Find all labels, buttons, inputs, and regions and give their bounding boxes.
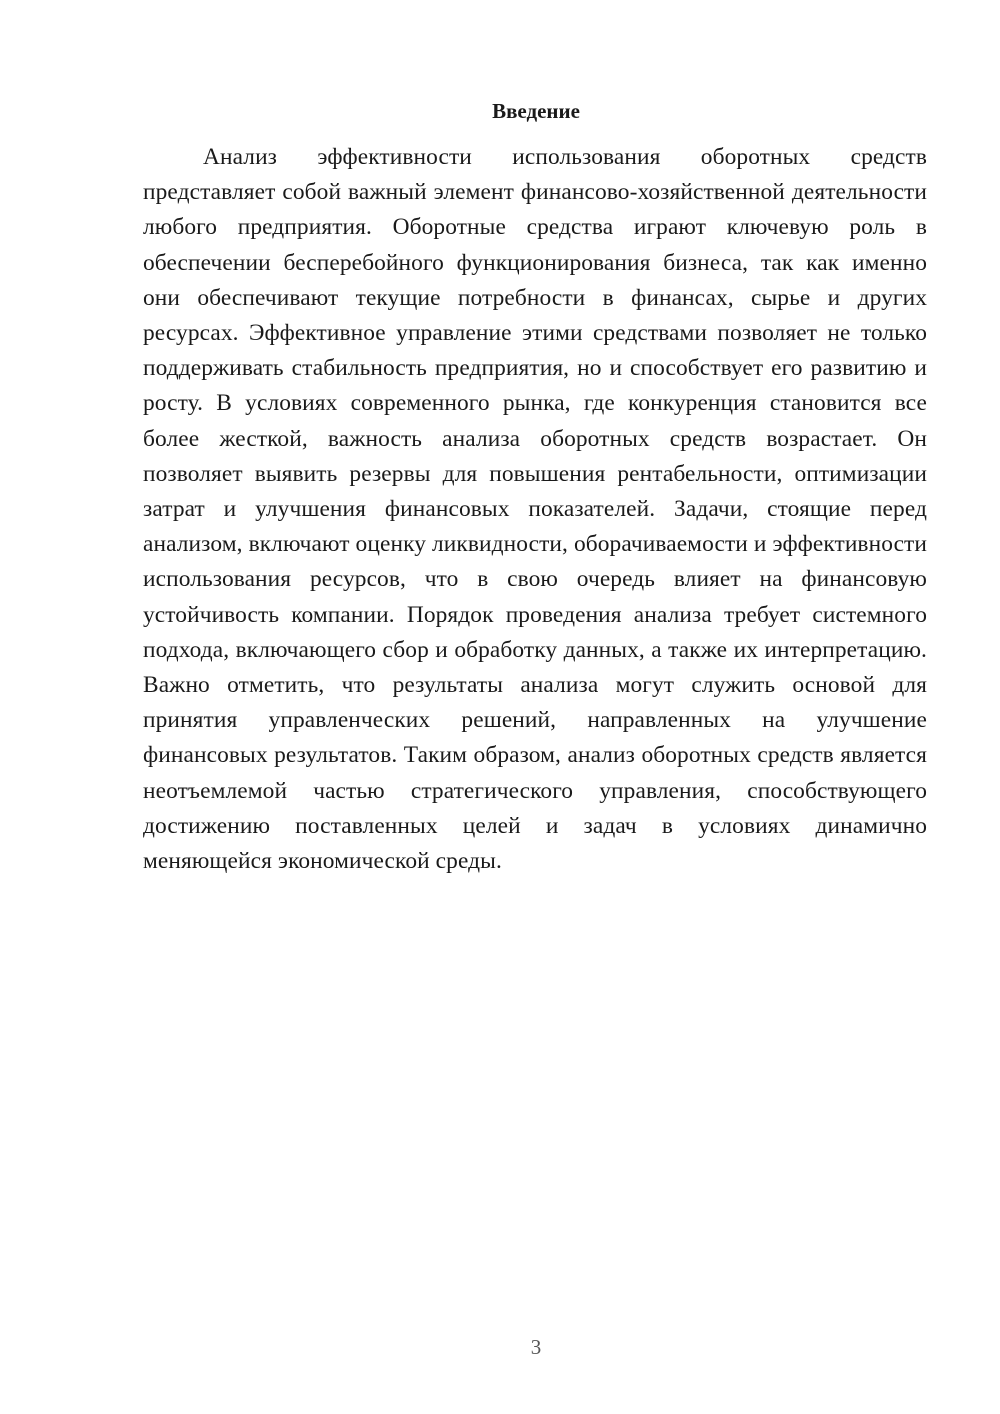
body-paragraph: Анализ эффективности использования оборотных средств представляет собой важный элемент финансово-хозяйственной деятельности любого предприятия. Оборотные средства играют ключевую роль в обеспечении бесперебойного функционирования бизнеса, так как именно они обеспечивают текущие потребности в финансах, сырье и других ресурсах. Эффективное управление этими средствами позволяет не только поддерживать стабильность предприятия, но и способствует его развитию и росту. В условиях современного рынка, где конкуренция становится все более жесткой, важность анализа оборотных средств возрастает. Он позволяет выявить резервы для повышения рентабельности, оптимизации затрат и улучшения финансовых показателей. Задачи, стоящие перед анализом, включают оценку ликвидности, оборачиваемости и эффективности использования ресурсов, что в свою очередь влияет на финансовую устойчивость компании. Порядок проведения анализа требует системного подхода, включающего сбор и обработку данных, а также их интерпретацию. Важно отметить, что результаты анализа могут служить основой для принятия управленческих решений, направленных на улучшение финансовых результатов. Таким образом, анализ оборотных средств является неотъемлемой частью стратегического управления, способствующего достижению поставленных целей и задач в условиях динамично меняющейся экономической среды. — [143, 144, 927, 875]
page-number: 3 — [530, 1335, 542, 1359]
section-heading: Введение — [492, 99, 580, 123]
